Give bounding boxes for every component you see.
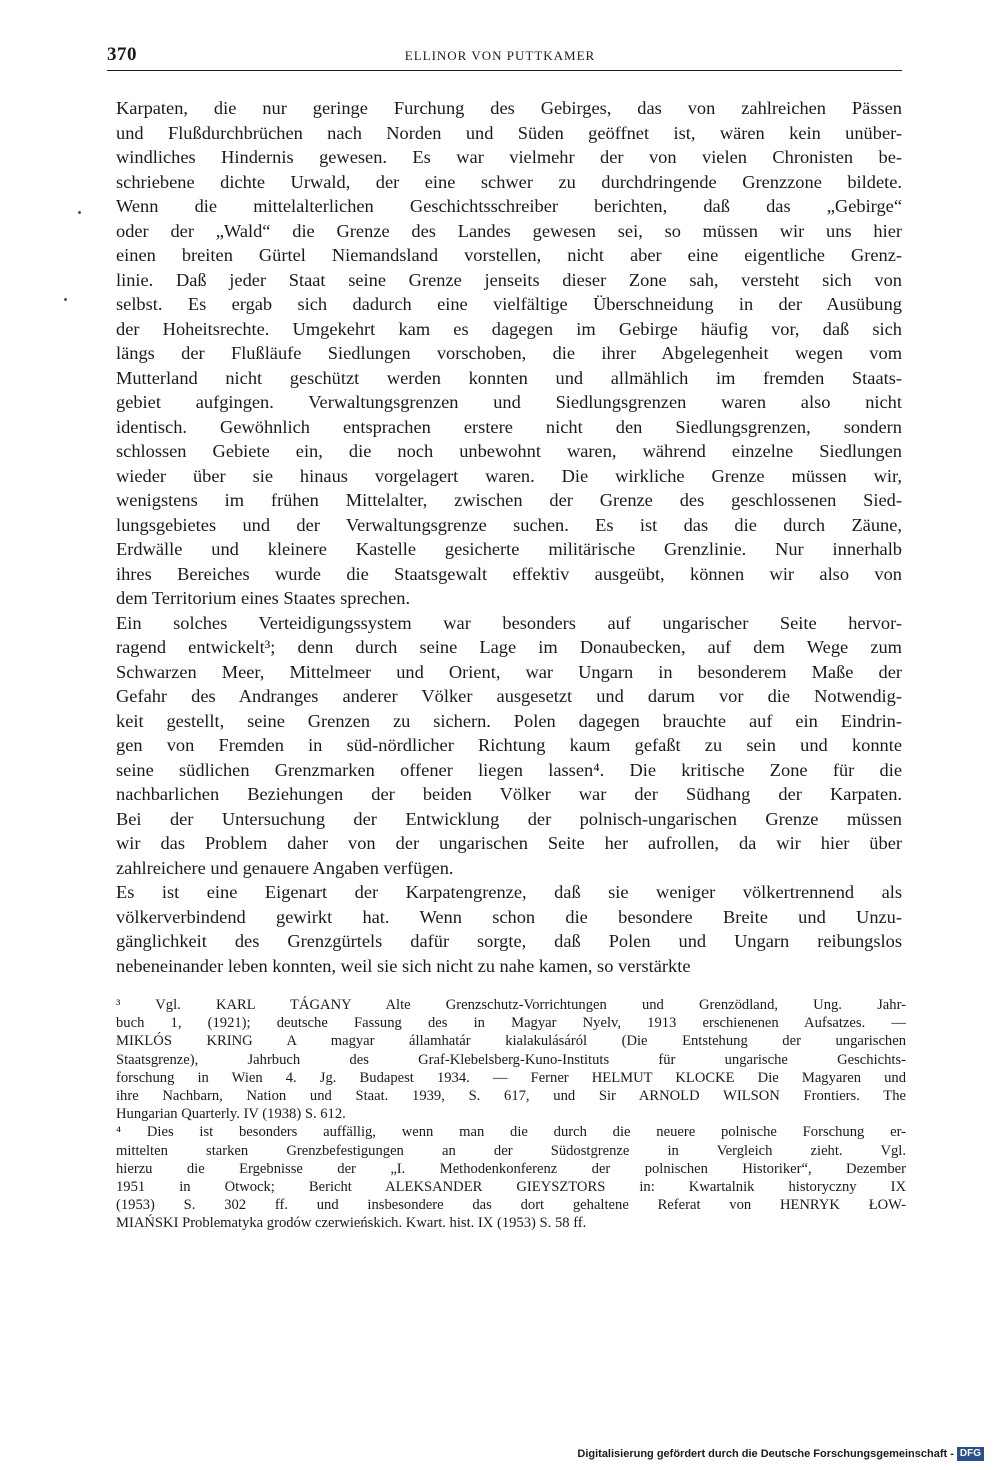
footnote-line: hierzu die Ergebnisse der „I. Methodenkonferenz der polnischen Historiker“, Dezember bbox=[116, 1160, 906, 1177]
footnote-line: (1953) S. 302 ff. und insbesondere das dort gehaltene Referat von HENRYK ŁOW- bbox=[116, 1197, 906, 1214]
body-text bbox=[116, 96, 902, 978]
body-line: identisch. Gewöhnlich entsprachen erstere nicht den Siedlungsgrenzen, sondern bbox=[116, 416, 902, 437]
body-line: linie. Daß jeder Staat seine Grenze jenseits dieser Zone sah, versteht sich von bbox=[116, 269, 902, 290]
body-line: keit gestellt, seine Grenzen zu sichern. Polen dagegen brauchte auf ein Eindrin- bbox=[116, 710, 902, 731]
body-line: längs der Flußläufe Siedlungen vorschoben, die ihrer Abgelegenheit wegen vom bbox=[116, 343, 902, 363]
body-line: gänglichkeit des Grenzgürtels dafür sorgte, daß Polen und Ungarn reibungslos bbox=[116, 931, 902, 951]
body-line: Mutterland nicht geschützt werden konnten und allmählich im fremden Staats- bbox=[116, 367, 902, 388]
body-line: ragend entwickelt³; denn durch seine Lage im Donaubecken, auf dem Wege zum bbox=[116, 637, 902, 657]
body-line: Es ist eine Eigenart der Karpatengrenze, daß sie weniger völkertrennend als bbox=[116, 882, 902, 902]
footnote-line: ³ Vgl. KARL TÁGANY Alte Grenzschutz-Vorrichtungen und Grenzödland, Ung. Jahr- bbox=[116, 997, 906, 1013]
body-line: einen breiten Gürtel Niemandsland vorstellen, nicht aber eine eigentliche Grenz- bbox=[116, 245, 902, 265]
footnote-line: 1951 in Otwock; Bericht ALEKSANDER GIEYSZTORS in: Kwartalnik historyczny IX bbox=[116, 1178, 906, 1195]
body-line: seine südlichen Grenzmarken offener liegen lassen⁴. Die kritische Zone für die bbox=[116, 759, 902, 780]
body-line: zahlreichere und genauere Angaben verfügen. bbox=[116, 857, 454, 878]
body-line: Wenn die mittelalterlichen Geschichtsschreiber berichten, daß das „Gebirge“ bbox=[116, 196, 902, 216]
body-line: lungsgebietes und der Verwaltungsgrenze suchen. Es ist das die durch Zäune, bbox=[116, 514, 902, 535]
footnote-line: Hungarian Quarterly. IV (1938) S. 612. bbox=[116, 1106, 346, 1123]
footnote-line: mittelten starken Grenzbefestigungen an der Südostgrenze in Vergleich zieht. Vgl. bbox=[116, 1142, 906, 1159]
footnotes bbox=[116, 996, 906, 1232]
body-line: der Hoheitsrechte. Umgekehrt kam es dagegen im Gebirge häufig vor, daß sich bbox=[116, 318, 902, 339]
body-line: Ein solches Verteidigungssystem war besonders auf ungarischer Seite hervor- bbox=[116, 612, 902, 633]
body-line: nachbarlichen Beziehungen der beiden Völker war der Südhang der Karpaten. bbox=[116, 784, 902, 804]
footnote-line: buch 1, (1921); deutsche Fassung des in Magyar Nyelv, 1913 erschienenen Aufsatzes. — bbox=[116, 1015, 906, 1032]
footnote-line: ihre Nachbarn, Nation und Staat. 1939, S. 617, und Sir ARNOLD WILSON Frontiers. The bbox=[116, 1087, 906, 1104]
margin-mark bbox=[64, 298, 67, 301]
body-line: gebiet aufgingen. Verwaltungsgrenzen und Siedlungsgrenzen waren also nicht bbox=[116, 392, 902, 412]
dfg-logo: DFG bbox=[957, 1447, 984, 1461]
running-head: ELLINOR VON PUTTKAMER bbox=[404, 48, 596, 63]
margin-mark bbox=[78, 211, 81, 214]
body-line: wir das Problem daher von der ungarischen Seite her aufrollen, da wir hier über bbox=[116, 833, 902, 853]
body-line: schriebene dichte Urwald, der eine schwer zu durchdringende Grenzzone bildete. bbox=[116, 171, 902, 192]
body-line: windliches Hindernis gewesen. Es war vielmehr der von vielen Chronisten be- bbox=[116, 147, 902, 167]
body-line: wieder über sie hinaus vorgelagert waren. Die wirkliche Grenze müssen wir, bbox=[116, 465, 902, 486]
body-line: selbst. Es ergab sich dadurch eine vielfältige Überschneidung in der Ausübung bbox=[116, 294, 902, 314]
footnote-line: ⁴ Dies ist besonders auffällig, wenn man die durch die neuere polnische Forschung er- bbox=[116, 1124, 906, 1141]
body-line: völkerverbindend gewirkt hat. Wenn schon die besondere Breite und Unzu- bbox=[116, 906, 902, 927]
body-line: nebeneinander leben konnten, weil sie sich nicht zu nahe kamen, so verstärkte bbox=[116, 955, 691, 976]
body-line: Karpaten, die nur geringe Furchung des Gebirges, das von zahlreichen Pässen bbox=[116, 98, 902, 118]
footnote-line: forschung in Wien 4. Jg. Budapest 1934. — Ferner HELMUT KLOCKE Die Magyaren und bbox=[116, 1069, 906, 1086]
body-line: Erdwälle und kleinere Kastelle gesicherte militärische Grenzlinie. Nur innerhalb bbox=[116, 539, 902, 559]
body-line: Schwarzen Meer, Mittelmeer und Orient, war Ungarn in besonderem Maße der bbox=[116, 661, 902, 682]
body-line: Bei der Untersuchung der Entwicklung der polnisch-ungarischen Grenze müssen bbox=[116, 808, 902, 829]
header-rule bbox=[107, 70, 902, 71]
body-line: oder der „Wald“ die Grenze des Landes gewesen sei, so müssen wir uns hier bbox=[116, 220, 902, 241]
body-line: wenigstens im frühen Mittelalter, zwischen der Grenze des geschlossenen Sied- bbox=[116, 490, 902, 510]
body-line: und Flußdurchbrüchen nach Norden und Süden geöffnet ist, wären kein unüber- bbox=[116, 122, 902, 143]
page-number: 370 bbox=[107, 44, 137, 65]
body-line: Gefahr des Andranges anderer Völker ausgesetzt und darum vor die Notwendig- bbox=[116, 686, 902, 706]
footnote-line: Staatsgrenze), Jahrbuch des Graf-Klebelsberg-Kuno-Instituts für ungarische Geschichts- bbox=[116, 1051, 906, 1068]
body-line: schlossen Gebiete ein, die noch unbewohnt waren, während einzelne Siedlungen bbox=[116, 441, 902, 461]
body-line: ihres Bereiches wurde die Staatsgewalt effektiv ausgeübt, können wir also von bbox=[116, 563, 902, 584]
digitization-credit bbox=[577, 1447, 984, 1461]
footnote-line: MIAŃSKI Problematyka grodów czerwieńskich. Kwart. hist. IX (1953) S. 58 ff. bbox=[116, 1215, 587, 1232]
body-line: dem Territorium eines Staates sprechen. bbox=[116, 588, 411, 608]
footnote-line: MIKLÓS KRING A magyar államhatár kialakulásáról (Die Entstehung der ungarischen bbox=[116, 1033, 906, 1050]
credit-text: Digitalisierung gefördert durch die Deutsche Forschungsgemeinschaft - bbox=[577, 1448, 954, 1460]
body-line: gen von Fremden in süd-nördlicher Richtung kaum gefaßt zu sein und konnte bbox=[116, 735, 902, 755]
